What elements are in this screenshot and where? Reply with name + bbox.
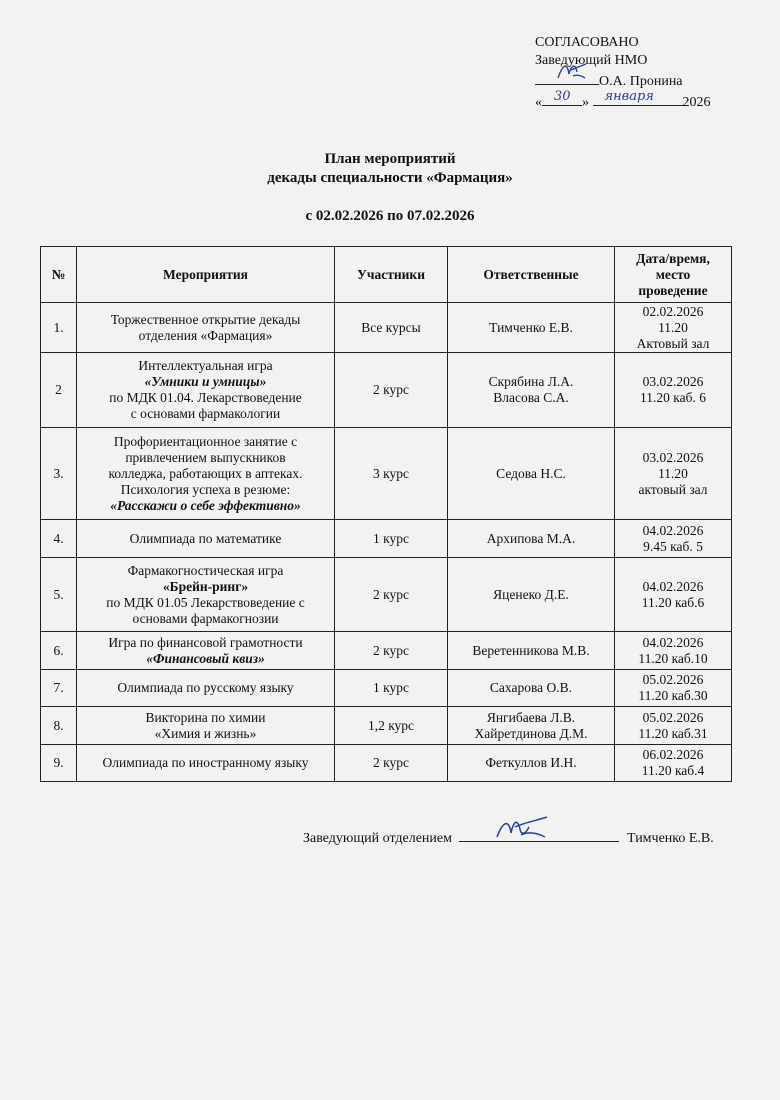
table-row <box>41 632 732 670</box>
event-line: Олимпиада по русскому языку <box>117 680 294 695</box>
cell-event <box>77 707 335 745</box>
date-line: 11.20 <box>658 465 688 481</box>
event-line: основами фармакогнозии <box>132 610 279 626</box>
quote-close: » <box>582 95 589 110</box>
responsible-line: Власова С.А. <box>493 390 569 405</box>
day-blank <box>542 91 582 106</box>
cell-participants: 1 курс <box>335 520 448 558</box>
cell-date <box>615 745 732 782</box>
cell-responsible <box>448 558 615 632</box>
approval-heading: СОГЛАСОВАНО <box>535 35 639 50</box>
document-title <box>0 150 780 188</box>
event-line: «Брейн-ринг» <box>162 578 249 594</box>
signature-icon <box>555 58 589 84</box>
signature-blank <box>535 70 599 85</box>
date-line: 11.20 каб.6 <box>641 594 705 610</box>
date-line: 9.45 каб. 5 <box>643 538 703 554</box>
quote-open: « <box>535 95 542 110</box>
date-line: 04.02.2026 <box>642 634 704 650</box>
header-num: № <box>41 247 77 303</box>
cell-date <box>615 520 732 558</box>
cell-event <box>77 353 335 428</box>
responsible-line: Тимченко Е.В. <box>489 319 573 335</box>
cell-num: 2 <box>41 353 77 428</box>
cell-responsible <box>448 353 615 428</box>
date-line: 03.02.2026 <box>642 374 704 389</box>
approval-signer: О.А. Пронина <box>599 74 683 89</box>
cell-event <box>77 745 335 782</box>
footer-position: Заведующий отделением <box>303 831 452 846</box>
approval-date <box>535 91 711 112</box>
cell-date <box>615 707 732 745</box>
responsible-line: Скрябина Л.А. <box>488 374 574 389</box>
table-header-row <box>41 247 732 303</box>
cell-num: 4. <box>41 520 77 558</box>
cell-event <box>77 520 335 558</box>
cell-responsible <box>448 745 615 782</box>
cell-event <box>77 303 335 353</box>
month-blank <box>593 91 683 106</box>
date-line: 03.02.2026 <box>642 449 704 465</box>
responsible-line: Веретенникова М.В. <box>472 642 590 658</box>
title-line-2: декады специальности «Фармация» <box>267 170 513 186</box>
date-line: 06.02.2026 <box>642 747 704 762</box>
responsible-line: Сахарова О.В. <box>489 680 573 695</box>
table-row <box>41 707 732 745</box>
cell-responsible <box>448 632 615 670</box>
cell-date <box>615 670 732 707</box>
title-line-1: План мероприятий <box>324 151 456 167</box>
event-line: отделения «Фармация» <box>138 327 273 343</box>
table-row <box>41 745 732 782</box>
date-line: 11.20 каб.30 <box>638 688 708 703</box>
date-line: 04.02.2026 <box>642 522 704 538</box>
cell-participants: 2 курс <box>335 745 448 782</box>
date-line: Актовый зал <box>636 335 710 351</box>
header-date-l1: Дата/время, <box>636 250 710 266</box>
cell-event <box>77 670 335 707</box>
cell-date <box>615 428 732 520</box>
date-line: 11.20 каб.31 <box>638 725 708 741</box>
event-line: с основами фармакологии <box>130 406 281 421</box>
cell-participants: 2 курс <box>335 353 448 428</box>
cell-date <box>615 632 732 670</box>
date-line: 02.02.2026 <box>642 303 704 319</box>
approval-block <box>535 34 711 112</box>
cell-participants: 3 курс <box>335 428 448 520</box>
cell-responsible <box>448 520 615 558</box>
approval-month: января <box>604 89 654 104</box>
table-row <box>41 670 732 707</box>
footer-name: Тимченко Е.В. <box>626 831 714 846</box>
cell-event <box>77 558 335 632</box>
event-line: Психология успеха в резюме: <box>120 481 291 497</box>
date-line: 05.02.2026 <box>642 672 704 687</box>
event-line: «Финансовый квиз» <box>146 650 265 666</box>
header-responsible: Ответственные <box>448 247 615 303</box>
date-line: 11.20 каб.4 <box>641 763 705 778</box>
date-line: 11.20 каб. 6 <box>640 390 706 405</box>
cell-event <box>77 428 335 520</box>
approval-position: Заведующий НМО <box>535 53 648 68</box>
event-line: Профориентационное занятие с <box>113 433 298 449</box>
table-row <box>41 558 732 632</box>
header-participants: Участники <box>335 247 448 303</box>
cell-num: 6. <box>41 632 77 670</box>
table-row <box>41 303 732 353</box>
responsible-line: Архипова М.А. <box>486 530 576 546</box>
footer-signature <box>303 827 714 847</box>
responsible-line: Яценеко Д.Е. <box>493 586 569 602</box>
cell-participants: Все курсы <box>335 303 448 353</box>
cell-participants: 2 курс <box>335 558 448 632</box>
event-line: Викторина по химии <box>145 709 266 725</box>
date-line: 05.02.2026 <box>642 709 704 725</box>
table-row <box>41 428 732 520</box>
cell-num: 7. <box>41 670 77 707</box>
cell-participants: 1 курс <box>335 670 448 707</box>
header-date-l2: место <box>655 266 691 282</box>
cell-participants: 2 курс <box>335 632 448 670</box>
event-line: привлечением выпускников <box>125 449 286 465</box>
responsible-line: Янгибаева Л.В. <box>486 709 576 725</box>
table-row <box>41 353 732 428</box>
cell-num: 8. <box>41 707 77 745</box>
footer-signature-blank <box>459 827 619 842</box>
event-line: Торжественное открытие декады <box>110 311 301 327</box>
cell-responsible <box>448 670 615 707</box>
date-line: 11.20 каб.10 <box>638 650 708 666</box>
header-event: Мероприятия <box>77 247 335 303</box>
event-line: «Химия и жизнь» <box>154 725 257 741</box>
cell-num: 9. <box>41 745 77 782</box>
cell-responsible <box>448 428 615 520</box>
cell-responsible <box>448 303 615 353</box>
cell-responsible <box>448 707 615 745</box>
event-line: «Расскажи о себе эффективно» <box>110 497 301 513</box>
cell-participants: 1,2 курс <box>335 707 448 745</box>
event-line: по МДК 01.05 Лекарствоведение с <box>106 594 305 610</box>
date-line: 04.02.2026 <box>642 578 704 594</box>
event-line: «Умники и умницы» <box>144 374 267 389</box>
responsible-line: Хайретдинова Д.М. <box>474 725 588 741</box>
event-line: Олимпиада по иностранному языку <box>102 755 309 770</box>
event-line: Интеллектуальная игра <box>138 358 273 373</box>
cell-date <box>615 353 732 428</box>
header-date <box>615 247 732 303</box>
cell-event <box>77 632 335 670</box>
table-row <box>41 520 732 558</box>
responsible-line: Феткуллов И.Н. <box>485 755 577 770</box>
document-period: с 02.02.2026 по 07.02.2026 <box>305 208 475 224</box>
event-line: колледжа, работающих в аптеках. <box>108 465 303 481</box>
cell-date <box>615 558 732 632</box>
event-line: Игра по финансовой грамотности <box>108 634 303 650</box>
event-line: по МДК 01.04. Лекарствоведение <box>109 390 302 405</box>
header-date-l3: проведение <box>638 282 708 298</box>
cell-num: 3. <box>41 428 77 520</box>
responsible-line: Седова Н.С. <box>496 465 566 481</box>
event-line: Фармакогностическая игра <box>127 562 284 578</box>
event-line: Олимпиада по математике <box>129 530 282 546</box>
date-line: актовый зал <box>638 481 708 497</box>
signature-icon <box>493 813 553 845</box>
date-line: 11.20 <box>658 319 688 335</box>
approval-year: 2026 <box>682 95 711 110</box>
approval-day: 30 <box>554 89 571 104</box>
cell-date <box>615 303 732 353</box>
cell-num: 5. <box>41 558 77 632</box>
events-table <box>40 246 732 782</box>
cell-num: 1. <box>41 303 77 353</box>
